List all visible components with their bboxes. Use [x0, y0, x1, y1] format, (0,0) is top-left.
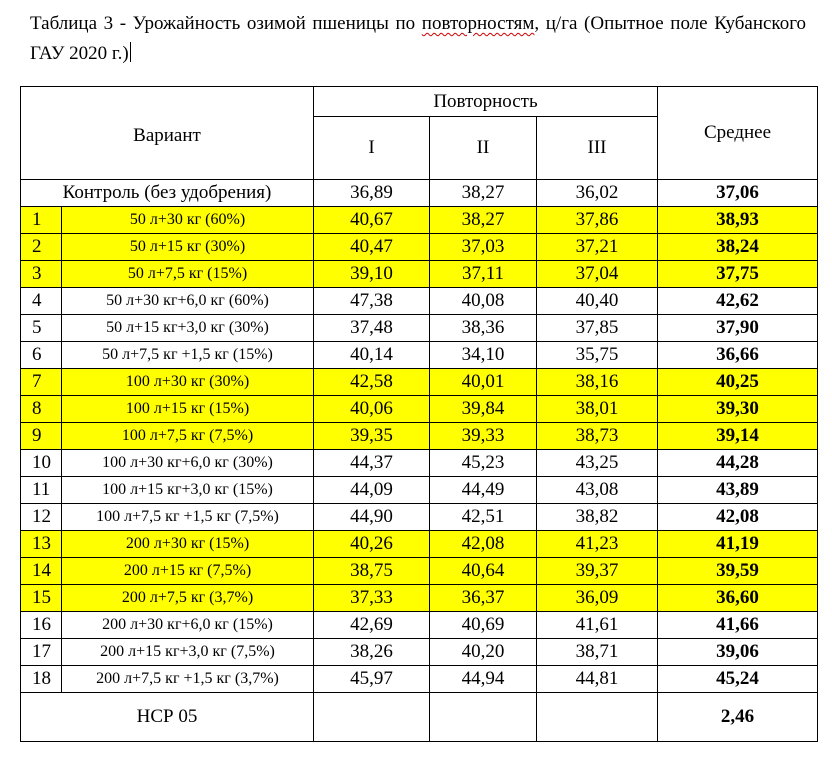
average-cell: 37,06	[658, 180, 818, 207]
table-caption	[30, 9, 806, 69]
variant-name-cell: 200 л+15 кг+3,0 кг (7,5%)	[62, 639, 314, 666]
value-cell: 45,23	[430, 450, 537, 477]
value-cell: 42,69	[314, 612, 430, 639]
empty-cell	[537, 693, 658, 742]
variant-name-cell: 100 л+7,5 кг +1,5 кг (7,5%)	[62, 504, 314, 531]
table-row	[21, 531, 818, 558]
table-row	[21, 477, 818, 504]
value-cell: 39,10	[314, 261, 430, 288]
table-row	[21, 558, 818, 585]
table-row	[21, 423, 818, 450]
variant-number-cell: 18	[21, 666, 62, 693]
value-cell: 44,90	[314, 504, 430, 531]
variant-name-cell: 200 л+7,5 кг (3,7%)	[62, 585, 314, 612]
average-cell: 39,59	[658, 558, 818, 585]
value-cell: 40,06	[314, 396, 430, 423]
text-cursor	[130, 42, 131, 62]
value-cell: 39,84	[430, 396, 537, 423]
average-cell: 40,25	[658, 369, 818, 396]
nsr-average-cell: 2,46	[658, 693, 818, 742]
table-row	[21, 612, 818, 639]
variant-name-cell: 200 л+7,5 кг +1,5 кг (3,7%)	[62, 666, 314, 693]
value-cell: 40,01	[430, 369, 537, 396]
average-cell: 39,06	[658, 639, 818, 666]
variant-number-cell: 13	[21, 531, 62, 558]
value-cell: 37,48	[314, 315, 430, 342]
value-cell: 42,08	[430, 531, 537, 558]
average-cell: 39,30	[658, 396, 818, 423]
table-row	[21, 585, 818, 612]
variant-name-cell: 50 л+15 кг+3,0 кг (30%)	[62, 315, 314, 342]
value-cell: 36,89	[314, 180, 430, 207]
value-cell: 38,27	[430, 180, 537, 207]
variant-name-cell: 50 л+30 кг+6,0 кг (60%)	[62, 288, 314, 315]
average-cell: 45,24	[658, 666, 818, 693]
value-cell: 40,64	[430, 558, 537, 585]
value-cell: 37,03	[430, 234, 537, 261]
value-cell: 39,37	[537, 558, 658, 585]
value-cell: 42,58	[314, 369, 430, 396]
table-row	[21, 261, 818, 288]
variant-number-cell: 11	[21, 477, 62, 504]
value-cell: 38,26	[314, 639, 430, 666]
average-cell: 41,66	[658, 612, 818, 639]
value-cell: 40,40	[537, 288, 658, 315]
header-rep-3: III	[537, 117, 658, 180]
value-cell: 38,71	[537, 639, 658, 666]
yield-table	[20, 86, 818, 742]
variant-name-cell: 100 л+15 кг+3,0 кг (15%)	[62, 477, 314, 504]
average-cell: 36,60	[658, 585, 818, 612]
value-cell: 40,47	[314, 234, 430, 261]
value-cell: 38,73	[537, 423, 658, 450]
value-cell: 40,67	[314, 207, 430, 234]
value-cell: 38,16	[537, 369, 658, 396]
table-row	[21, 315, 818, 342]
value-cell: 39,33	[430, 423, 537, 450]
variant-number-cell: 6	[21, 342, 62, 369]
table-body	[21, 180, 818, 742]
value-cell: 37,86	[537, 207, 658, 234]
value-cell: 44,94	[430, 666, 537, 693]
empty-cell	[430, 693, 537, 742]
table-row	[21, 666, 818, 693]
value-cell: 40,14	[314, 342, 430, 369]
variant-number-cell: 16	[21, 612, 62, 639]
variant-name-cell: 100 л+30 кг (30%)	[62, 369, 314, 396]
variant-number-cell: 8	[21, 396, 62, 423]
variant-number-cell: 7	[21, 369, 62, 396]
value-cell: 38,82	[537, 504, 658, 531]
value-cell: 40,20	[430, 639, 537, 666]
value-cell: 42,51	[430, 504, 537, 531]
caption-underlined-word: повторностям	[421, 13, 535, 34]
table-row	[21, 288, 818, 315]
value-cell: 40,08	[430, 288, 537, 315]
value-cell: 37,11	[430, 261, 537, 288]
value-cell: 45,97	[314, 666, 430, 693]
variant-number-cell: 2	[21, 234, 62, 261]
variant-number-cell: 15	[21, 585, 62, 612]
variant-number-cell: 14	[21, 558, 62, 585]
average-cell: 39,14	[658, 423, 818, 450]
value-cell: 43,08	[537, 477, 658, 504]
table-row	[21, 639, 818, 666]
value-cell: 47,38	[314, 288, 430, 315]
table-row	[21, 369, 818, 396]
table-row	[21, 342, 818, 369]
variant-name-cell: 100 л+7,5 кг (7,5%)	[62, 423, 314, 450]
average-cell: 41,19	[658, 531, 818, 558]
header-average: Среднее	[658, 87, 818, 180]
variant-number-cell: 5	[21, 315, 62, 342]
table-row	[21, 504, 818, 531]
nsr-label-cell: НСР 05	[21, 693, 314, 742]
variant-number-cell: 12	[21, 504, 62, 531]
variant-name-cell: 200 л+30 кг+6,0 кг (15%)	[62, 612, 314, 639]
average-cell: 36,66	[658, 342, 818, 369]
value-cell: 44,81	[537, 666, 658, 693]
variant-name-cell: 50 л+30 кг (60%)	[62, 207, 314, 234]
value-cell: 44,49	[430, 477, 537, 504]
value-cell: 37,04	[537, 261, 658, 288]
value-cell: 38,27	[430, 207, 537, 234]
value-cell: 40,26	[314, 531, 430, 558]
value-cell: 34,10	[430, 342, 537, 369]
table-row	[21, 234, 818, 261]
variant-number-cell: 1	[21, 207, 62, 234]
average-cell: 37,75	[658, 261, 818, 288]
value-cell: 39,35	[314, 423, 430, 450]
table-row	[21, 396, 818, 423]
average-cell: 42,62	[658, 288, 818, 315]
table-row-nsr	[21, 693, 818, 742]
value-cell: 37,21	[537, 234, 658, 261]
variant-name-cell: 50 л+15 кг (30%)	[62, 234, 314, 261]
caption-text-end: , ц/га (Опытное поле Кубанского ГАУ 2020 г.)	[30, 13, 807, 64]
table-row	[21, 207, 818, 234]
value-cell: 38,01	[537, 396, 658, 423]
header-rep-1: I	[314, 117, 430, 180]
average-cell: 44,28	[658, 450, 818, 477]
value-cell: 38,36	[430, 315, 537, 342]
variant-name-cell: 200 л+30 кг (15%)	[62, 531, 314, 558]
header-repetition: Повторность	[314, 87, 658, 117]
variant-number-cell: 4	[21, 288, 62, 315]
variant-number-cell: 9	[21, 423, 62, 450]
value-cell: 36,37	[430, 585, 537, 612]
value-cell: 41,23	[537, 531, 658, 558]
average-cell: 38,24	[658, 234, 818, 261]
control-label-cell: Контроль (без удобрения)	[21, 180, 314, 207]
variant-name-cell: 200 л+15 кг (7,5%)	[62, 558, 314, 585]
average-cell: 38,93	[658, 207, 818, 234]
empty-cell	[314, 693, 430, 742]
average-cell: 42,08	[658, 504, 818, 531]
table-row-control	[21, 180, 818, 207]
value-cell: 37,85	[537, 315, 658, 342]
value-cell: 35,75	[537, 342, 658, 369]
value-cell: 36,02	[537, 180, 658, 207]
value-cell: 40,69	[430, 612, 537, 639]
value-cell: 36,09	[537, 585, 658, 612]
value-cell: 38,75	[314, 558, 430, 585]
variant-number-cell: 10	[21, 450, 62, 477]
variant-number-cell: 3	[21, 261, 62, 288]
value-cell: 44,09	[314, 477, 430, 504]
value-cell: 41,61	[537, 612, 658, 639]
average-cell: 43,89	[658, 477, 818, 504]
variant-name-cell: 100 л+15 кг (15%)	[62, 396, 314, 423]
header-rep-2: II	[430, 117, 537, 180]
table-row	[21, 450, 818, 477]
value-cell: 43,25	[537, 450, 658, 477]
average-cell: 37,90	[658, 315, 818, 342]
value-cell: 37,33	[314, 585, 430, 612]
variant-name-cell: 50 л+7,5 кг (15%)	[62, 261, 314, 288]
variant-number-cell: 17	[21, 639, 62, 666]
variant-name-cell: 50 л+7,5 кг +1,5 кг (15%)	[62, 342, 314, 369]
caption-text-start: Таблица 3 - Урожайность озимой пшеницы по	[30, 13, 422, 34]
header-variant: Вариант	[21, 87, 314, 180]
value-cell: 44,37	[314, 450, 430, 477]
variant-name-cell: 100 л+30 кг+6,0 кг (30%)	[62, 450, 314, 477]
